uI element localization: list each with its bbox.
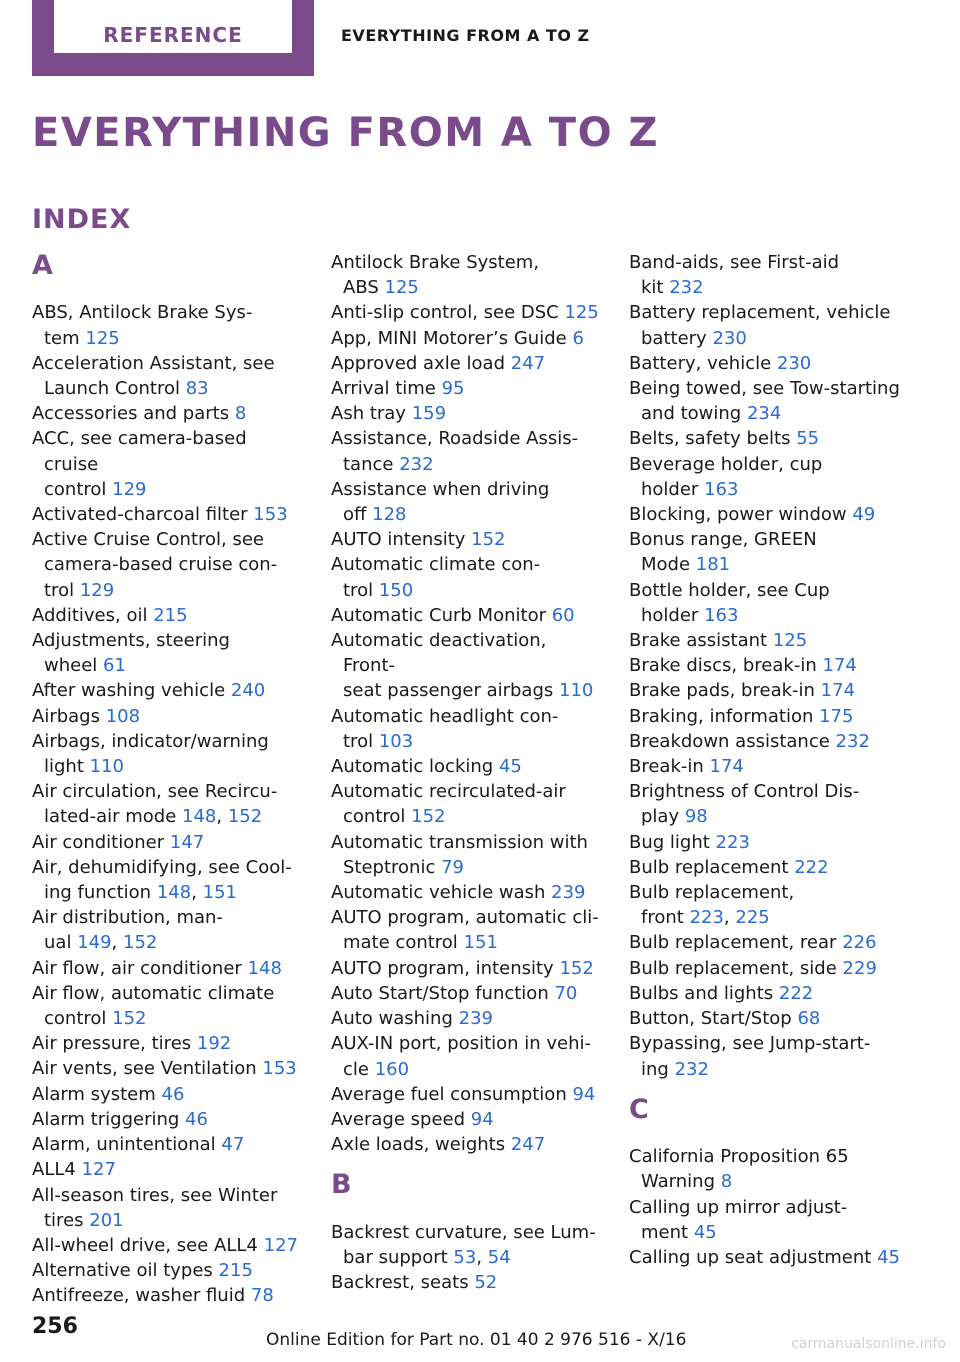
index-entry [32,300,304,350]
index-entry-term: Alarm system [32,1083,156,1105]
index-entry-term: Approved axle load [331,352,506,374]
page-reference-link[interactable]: 230 [712,327,747,349]
page-reference-link[interactable]: 151 [202,882,237,904]
page-reference-link[interactable]: 159 [411,403,447,425]
page-reference-link[interactable]: 232 [399,453,434,475]
index-entry-term: Automatic climate con- [331,554,541,576]
index-entry-term: Antilock Brake System, [331,252,540,273]
page-reference-link[interactable]: 8 [234,403,247,425]
index-entry-term: Alternative oil types [32,1260,213,1282]
index-entry [331,1082,603,1107]
watermark: carmanualsonline.info [791,1336,946,1352]
page-reference-link[interactable]: 125 [772,630,808,652]
index-entry-term: Air flow, automatic climate [32,982,275,1004]
index-entry [629,779,901,829]
index-entry-term: Steptronic [343,856,436,878]
index-column-2 [331,250,603,1295]
page-reference-link[interactable]: 55 [796,428,820,450]
index-entry-term: Air pressure, tires [32,1033,192,1055]
index-entry-term: Airbags [32,705,100,727]
page-reference-link[interactable]: 192 [196,1033,232,1055]
index-entry-term: All-wheel drive, see ALL4 [32,1234,258,1256]
index-entry-term: ALL4 [32,1159,76,1181]
index-entry [331,250,603,300]
index-entry [32,1233,304,1258]
page-reference-link[interactable]: 247 [510,352,546,374]
index-entry-term: Brake assistant [629,630,768,652]
index-entry: Air, dehumidifying, see Cool- ing function 148, 151 [32,856,292,904]
page-reference-link[interactable]: 174 [822,655,857,677]
index-letter-a: A [32,250,53,281]
page-reference-link[interactable]: 152 [123,932,158,954]
index-entry-term: Assistance, Roadside Assis- [331,428,579,450]
index-entry-term: Active Cruise Control, see [32,529,264,551]
index-entry-term: Band-aids, see First-aid [629,252,840,273]
page-reference-link[interactable]: 151 [463,932,498,954]
page-title: EVERYTHING FROM A TO Z [32,110,660,156]
page-reference-link[interactable]: 110 [559,680,594,702]
index-entry [32,401,304,426]
index-entry-term: Bulbs and lights [629,982,774,1004]
index-entry [331,326,603,351]
page-reference-link[interactable]: 61 [103,655,126,677]
index-entry-term: Mode [641,554,691,576]
page-reference-link[interactable]: 70 [554,982,578,1004]
page-reference-link[interactable]: 45 [693,1221,717,1243]
page-reference-link[interactable]: 49 [852,504,876,526]
index-entry [629,527,901,577]
page-reference-link[interactable]: 125 [85,327,120,349]
page-reference-link[interactable]: 223 [689,907,724,929]
index-entry-term: Automatic deactivation, Front- [331,630,547,677]
edition-footer: Online Edition for Part no. 01 40 2 976 516 - X/16 [266,1330,687,1350]
index-entry-term: Auto washing [331,1008,453,1030]
index-entry [629,578,901,628]
index-entry-term: ment [641,1221,689,1243]
index-entry [629,981,901,1006]
page-reference-link[interactable]: 247 [510,1134,546,1156]
index-entry-term: Assistance when driving [331,478,550,500]
index-entry [331,477,603,527]
index-entry-term: Activated-charcoal filter [32,504,248,526]
page-reference-link[interactable]: 225 [735,907,770,929]
page-reference-link[interactable]: 46 [161,1083,185,1105]
page-reference-link[interactable]: 53 [453,1246,477,1268]
index-entry-term: Belts, safety belts [629,428,791,450]
index-entry [331,300,603,325]
page-reference-link[interactable]: 6 [572,327,584,349]
page-reference-link[interactable]: 110 [89,756,124,778]
page-reference-link[interactable]: 234 [746,403,782,425]
index-entry [629,754,901,779]
index-entry [32,1183,304,1233]
page-reference-link[interactable]: 98 [684,806,708,828]
index-entry-term: Axle loads, weights [331,1134,506,1156]
index-entry-term: Air flow, air conditioner [32,957,242,979]
page-reference-link[interactable]: 181 [695,554,731,576]
index-entry-term: Beverage holder, cup [629,453,823,475]
index-entry [331,981,603,1006]
page-reference-link[interactable]: 163 [704,478,739,500]
index-entry [331,1031,603,1081]
index-entry-term: lated-air mode [44,806,177,828]
index-entry-term: Air circulation, see Recircu- [32,781,278,803]
index-entry-term: play [641,806,680,828]
index-entry-term: Bottle holder, see Cup [629,579,830,601]
page-reference-link[interactable]: 152 [559,957,594,979]
index-entry [32,981,304,1031]
page-reference-link[interactable]: 175 [819,705,854,727]
index-entry-term: ing function [44,882,152,904]
page-reference-link[interactable]: 127 [81,1159,116,1181]
index-entry-term: Arrival time [331,378,436,400]
index-entry-term: All-season tires, see Winter [32,1184,278,1206]
index-entry [32,351,304,401]
index-entry [331,880,603,905]
index-entry-term: ABS, Antilock Brake Sys- [32,302,253,324]
index-entry [331,426,603,476]
index-entry-term: holder [641,478,699,500]
index-entry-term: Break-in [629,756,704,778]
index-entry [331,1270,603,1295]
page-reference-link[interactable]: 160 [374,1058,410,1080]
page-reference-link[interactable]: 174 [820,680,856,702]
index-letter-b: B [331,1169,352,1201]
index-entry [331,1132,603,1157]
index-entry-term: control [44,1008,107,1030]
index-entry-term: front [641,907,684,929]
page-reference-link[interactable]: 54 [487,1246,511,1268]
index-entry [629,452,901,502]
index-entry [32,1082,304,1107]
index-entry [629,628,901,653]
index-entry [629,300,901,350]
index-entry-term: Being towed, see Tow-starting [629,378,900,400]
index-entry-term: Anti-slip control, see DSC [331,302,559,324]
index-entry-term: ual [44,932,72,954]
index-entry-term: camera-based cruise con- [44,554,278,576]
index-entry [629,1195,901,1245]
index-entry-term: App, MINI Motorer’s Guide [331,327,567,349]
index-entry-term: Air conditioner [32,831,165,853]
page-reference-link[interactable]: 148 [182,806,217,828]
index-entry-term: tance [343,453,394,475]
page-reference-link[interactable]: 239 [551,882,586,904]
page-reference-link[interactable]: 152 [411,806,446,828]
index-entry-term: AUTO program, intensity [331,957,554,979]
index-entry [629,250,901,300]
index-entry [331,603,603,628]
index-entry [629,930,901,955]
page-reference-link[interactable]: 229 [842,957,877,979]
index-entry [32,1031,304,1056]
page-reference-link[interactable]: 150 [378,579,414,601]
index-entry [32,1056,304,1081]
section-title: INDEX [32,204,132,235]
page-reference-link[interactable]: 232 [674,1058,709,1080]
index-entry-term: trol [343,730,374,752]
index-entry-term: tem [44,327,80,349]
page-reference-link[interactable]: 149 [77,932,112,954]
index-letter-c: C [629,1093,649,1125]
index-entry-term: Ash tray [331,403,406,425]
index-entry [32,830,304,855]
page-reference-link[interactable]: 239 [458,1008,493,1030]
index-entry [629,1144,901,1194]
index-entry-term: Brightness of Control Dis- [629,781,860,803]
page-reference-link[interactable]: 163 [704,604,739,626]
index-entry [32,1132,304,1157]
index-entry [32,1157,304,1182]
index-entry-term: Backrest curvature, see Lum- [331,1221,596,1243]
index-entry [331,401,603,426]
index-entry-term: ing [641,1058,669,1080]
index-entry [32,426,304,502]
page-reference-link[interactable]: 240 [230,680,266,702]
page-reference-link[interactable]: 226 [842,932,877,954]
index-entry [331,552,603,602]
index-entry-term: Bonus range, GREEN [629,529,817,551]
page-reference-link[interactable]: 223 [715,831,750,853]
index-entry-term: Bulb replacement, rear [629,932,837,954]
index-entry-term: Warning [641,1171,716,1193]
index-entry [629,830,901,855]
page-reference-link[interactable]: 174 [709,756,744,778]
index-entry [32,1258,304,1283]
index-entry [32,628,304,678]
index-entry-term: Adjustments, steering [32,630,230,652]
index-entry-term: Battery replacement, vehicle [629,302,891,324]
index-entry [629,376,901,426]
index-entry-term: and towing [641,403,742,425]
index-entry [629,1031,901,1081]
index-entry-term: light [44,756,84,778]
index-column-1 [32,250,304,1309]
index-entry [629,678,901,703]
index-entry [32,729,304,779]
index-entry: Air circulation, see Recircu- lated-air mode 148, 152 [32,781,278,828]
page-reference-link[interactable]: 215 [218,1260,253,1282]
index-entry-term: Automatic Curb Monitor [331,604,546,626]
index-entry-term: Calling up seat adjustment [629,1246,872,1268]
index-entry [32,1283,304,1308]
index-entry-term: Automatic locking [331,756,494,778]
index-entry [629,351,901,376]
page-reference-link[interactable]: 147 [169,831,205,853]
index-entry-term: Bulb replacement, side [629,957,837,979]
index-entry: Bulb replacement, front 223, 225 [629,882,795,929]
index-entry [331,830,603,880]
section-tab-label-box [54,0,292,53]
index-entry-term: Accessories and parts [32,403,230,425]
page-reference-link[interactable]: 52 [474,1272,498,1294]
index-entry-term: Breakdown assistance [629,730,830,752]
page-reference-link[interactable]: 230 [776,352,812,374]
index-entry-term: Alarm, unintentional [32,1134,216,1156]
index-entry-term: Antifreeze, washer fluid [32,1285,246,1307]
page-reference-link[interactable]: 103 [378,730,414,752]
index-entry [32,603,304,628]
index-entry-term: ABS [343,277,379,299]
page-reference-link[interactable]: 46 [185,1108,208,1130]
index-entry [331,905,603,955]
page-reference-link[interactable]: 45 [877,1246,900,1268]
index-entry-term: Average speed [331,1108,466,1130]
index-entry-term: mate control [343,932,458,954]
page-reference-link[interactable]: 78 [250,1285,274,1307]
index-entry: Backrest curvature, see Lum- bar support 53, 54 [331,1221,596,1268]
index-entry [331,351,603,376]
index-entry [331,527,603,552]
index-entry-term: trol [343,579,374,601]
index-entry [629,502,901,527]
index-entry [331,754,603,779]
index-entry-term: Air vents, see Ventilation [32,1058,257,1080]
page-reference-link[interactable]: 152 [112,1008,147,1030]
index-entry-term: Auto Start/Stop function [331,982,549,1004]
index-entry-term: control [44,478,107,500]
index-entry [629,704,901,729]
index-entry [331,704,603,754]
index-entry-term: Bulb replacement [629,856,789,878]
index-entry-term: AUTO program, automatic cli- [331,907,599,929]
index-entry [32,704,304,729]
page-reference-link[interactable]: 8 [720,1171,733,1193]
index-entry-term: battery [641,327,707,349]
index-entry-term: cle [343,1058,369,1080]
page-reference-link[interactable]: 129 [79,579,115,601]
page-reference-link[interactable]: 153 [262,1058,297,1080]
index-entry-term: Additives, oil [32,604,148,626]
page-reference-link[interactable]: 153 [253,504,288,526]
index-entry [629,729,901,754]
index-entry [629,426,901,451]
index-entry-term: Bug light [629,831,710,853]
index-entry-term: Blocking, power window [629,504,847,526]
page-reference-link[interactable]: 222 [778,982,814,1004]
index-entry [331,1107,603,1132]
index-entry-term: Acceleration Assistant, see [32,352,275,374]
page-reference-link[interactable]: 79 [441,856,465,878]
page-reference-link[interactable]: 83 [185,378,209,399]
index-entry-term: Air distribution, man- [32,907,223,929]
index-entry-term: off [343,504,367,526]
index-entry-term: After washing vehicle [32,680,226,702]
index-entry-term: Alarm triggering [32,1108,180,1130]
page-reference-link[interactable]: 127 [263,1234,298,1256]
page-reference-link[interactable]: 47 [221,1134,245,1156]
page-reference-link[interactable]: 68 [797,1008,821,1030]
index-entry [32,502,304,527]
index-column-3 [629,250,901,1270]
page-reference-link[interactable]: 45 [498,756,522,778]
page-reference-link[interactable]: 94 [470,1108,494,1130]
page-reference-link[interactable]: 125 [564,302,599,324]
index-entry-term: wheel [44,655,98,677]
index-entry-term: Automatic headlight con- [331,705,559,727]
index-entry [629,1006,901,1031]
index-entry-term: trol [44,579,75,601]
page-reference-link[interactable]: 108 [105,705,141,727]
index-entry-term: Launch Control [44,378,180,399]
page-reference-link[interactable]: 152 [227,806,263,828]
page-reference-link[interactable]: 152 [471,529,506,551]
index-entry-term: Average fuel consumption [331,1083,567,1105]
index-entry-term: Brake pads, break-in [629,680,815,702]
index-entry-term: kit [641,277,664,299]
page-reference-link[interactable]: 148 [247,957,282,979]
page-reference-link[interactable]: 232 [835,730,870,752]
page-reference-link[interactable]: 201 [89,1209,124,1231]
index-entry-term: Braking, information [629,705,814,727]
index-entry-term: AUTO intensity [331,529,466,551]
index-entry-term: Airbags, indicator/warning [32,730,269,752]
index-entry-term: Brake discs, break-in [629,655,817,677]
index-entry-term: seat passenger airbags [343,680,554,702]
section-tab [32,0,314,76]
page-reference-link[interactable]: 128 [372,504,407,526]
index-entry [629,956,901,981]
page-reference-link[interactable]: 95 [441,378,465,400]
index-entry: Air distribution, man- ual 149, 152 [32,907,223,954]
page-reference-link[interactable]: 215 [153,604,188,626]
index-entry [32,1107,304,1132]
index-entry-term: Battery, vehicle [629,352,772,374]
page-reference-link[interactable]: 60 [551,604,575,626]
page-reference-link[interactable]: 232 [669,277,704,299]
index-entry [331,1006,603,1031]
index-entry-term: California Proposition 65 [629,1146,849,1168]
index-entry [629,653,901,678]
page-number: 256 [32,1314,78,1339]
index-entry-term: Automatic recirculated-air [331,781,566,803]
index-entry-term: Air, dehumidifying, see Cool- [32,856,292,878]
index-entry-term: Automatic transmission with [331,831,588,853]
page-reference-link[interactable]: 125 [384,277,419,299]
index-entry [32,678,304,703]
page-reference-link[interactable]: 129 [112,478,147,500]
index-entry-term: holder [641,604,699,626]
index-entry [331,779,603,829]
index-entry-term: AUX-IN port, position in vehi- [331,1033,592,1055]
page-reference-link[interactable]: 148 [156,882,192,904]
index-entry-term: Backrest, seats [331,1272,469,1294]
section-tab-label: REFERENCE [103,23,243,47]
index-entry-term: Calling up mirror adjust- [629,1196,848,1218]
index-entry-term: Button, Start/Stop [629,1008,792,1030]
page-reference-link[interactable]: 222 [794,856,829,878]
index-entry [331,956,603,981]
index-entry-term: ACC, see camera-based cruise [32,428,247,475]
index-entry-term: Automatic vehicle wash [331,882,546,904]
index-entry [331,376,603,401]
page-reference-link[interactable]: 94 [572,1083,596,1105]
running-head: EVERYTHING FROM A TO Z [341,26,590,45]
index-entry-term: tires [44,1209,84,1231]
index-entry [629,1245,901,1270]
index-entry [331,628,603,704]
index-entry [32,956,304,981]
index-entry [629,855,901,880]
index-entry-term: Bypassing, see Jump-start- [629,1033,871,1055]
index-entry [32,527,304,603]
index-entry-term: control [343,806,406,828]
index-entry-term: Bulb replacement, [629,882,795,904]
index-entry-term: bar support [343,1246,448,1268]
